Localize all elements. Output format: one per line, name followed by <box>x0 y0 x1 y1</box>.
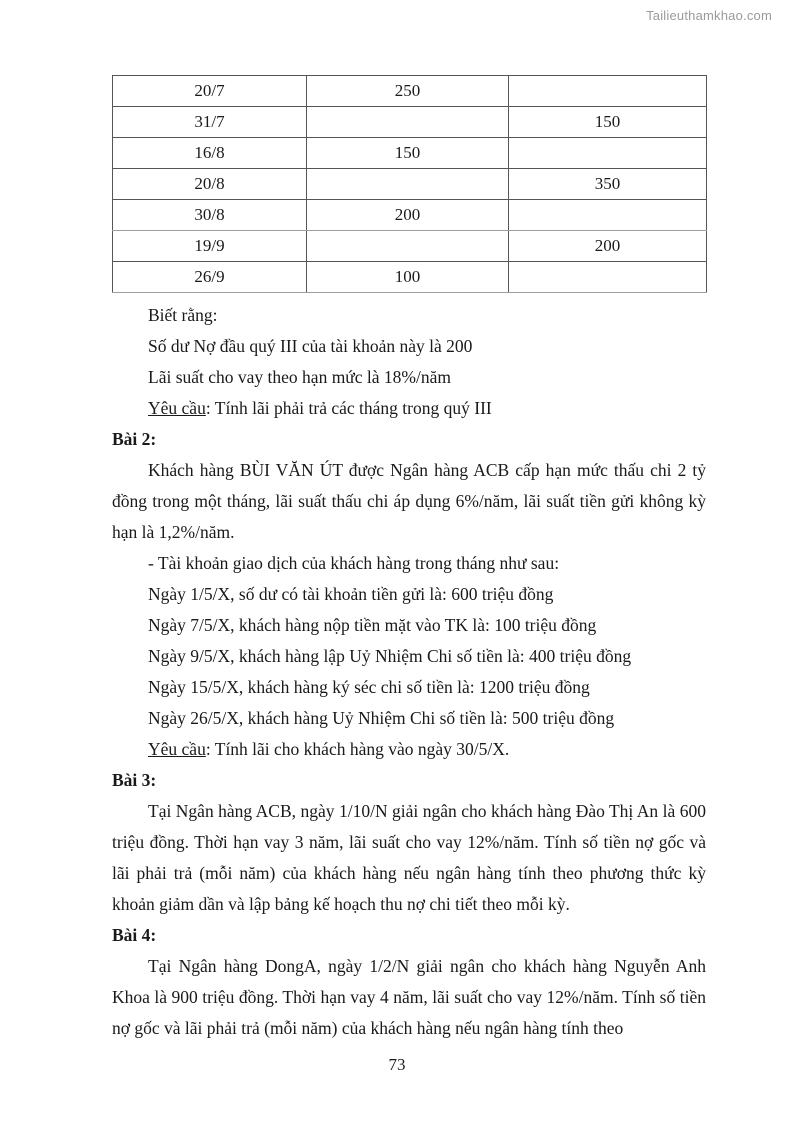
cell-credit: 150 <box>509 107 707 138</box>
cell-credit <box>509 76 707 107</box>
cell-debit: 200 <box>307 200 509 231</box>
table-row <box>113 262 707 293</box>
cell-debit: 100 <box>307 262 509 293</box>
table-row <box>113 200 707 231</box>
statement-interest-rate: Lãi suất cho vay theo hạn mức là 18%/năm <box>148 367 452 387</box>
cell-credit <box>509 200 707 231</box>
paragraph-bai-2: Khách hàng BÙI VĂN ÚT được Ngân hàng ACB cấp hạn mức thấu chi 2 tỷ đồng trong một tháng, lãi suất thấu chi áp dụng 6%/năm, lãi suất tiền gửi không kỳ hạn là 1,2%/năm. <box>112 460 706 542</box>
table-body <box>113 76 707 293</box>
text-body <box>112 300 706 1044</box>
table-row <box>113 231 707 262</box>
bai2-transaction-item: Ngày 9/5/X, khách hàng lập Uỷ Nhiệm Chi số tiền là: 400 triệu đồng <box>148 646 632 666</box>
cell-debit <box>307 107 509 138</box>
page-number: 73 <box>388 1055 406 1074</box>
table-row <box>113 169 707 200</box>
paragraph-bai-3: Tại Ngân hàng ACB, ngày 1/10/N giải ngân cho khách hàng Đào Thị An là 600 triệu đồng. Thời hạn vay 3 năm, lãi suất cho vay 12%/năm. Tính số tiền nợ gốc và lãi phải trả (mỗi năm) của khách hàng nếu ngân hàng tính theo phương thức kỳ khoản giảm dần và lập bảng kế hoạch thu nợ chi tiết theo mỗi kỳ. <box>112 801 706 914</box>
cell-debit <box>307 231 509 262</box>
cell-date: 20/8 <box>113 169 307 200</box>
table-row <box>113 107 707 138</box>
bai2-transaction-item: Ngày 7/5/X, khách hàng nộp tiền mặt vào TK là: 100 triệu đồng <box>148 615 597 635</box>
bai2-transaction-item: Ngày 26/5/X, khách hàng Uỷ Nhiệm Chi số tiền là: 500 triệu đồng <box>148 708 615 728</box>
heading-bai-4: Bài 4: <box>112 925 157 945</box>
requirement-2-label: Yêu cầu <box>148 739 206 759</box>
bai2-transactions-intro: - Tài khoản giao dịch của khách hàng trong tháng như sau: <box>148 553 560 573</box>
cell-debit <box>307 169 509 200</box>
table-row <box>113 76 707 107</box>
label-biet-rang: Biết rằng: <box>148 305 218 325</box>
cell-date: 19/9 <box>113 231 307 262</box>
cell-credit: 350 <box>509 169 707 200</box>
bai2-transaction-item: Ngày 15/5/X, khách hàng ký séc chi số tiền là: 1200 triệu đồng <box>148 677 590 697</box>
heading-bai-2: Bài 2: <box>112 429 157 449</box>
cell-date: 16/8 <box>113 138 307 169</box>
bai2-transaction-item: Ngày 1/5/X, số dư có tài khoản tiền gửi là: 600 triệu đồng <box>148 584 554 604</box>
requirement-2 <box>112 734 706 765</box>
requirement-1-label: Yêu cầu <box>148 398 206 418</box>
cell-credit: 200 <box>509 231 707 262</box>
cell-credit <box>509 262 707 293</box>
cell-debit: 250 <box>307 76 509 107</box>
heading-bai-3: Bài 3: <box>112 770 157 790</box>
cell-date: 26/9 <box>113 262 307 293</box>
table-row <box>113 138 707 169</box>
paragraph-bai-4: Tại Ngân hàng DongA, ngày 1/2/N giải ngân cho khách hàng Nguyễn Anh Khoa là 900 triệu đồng. Thời hạn vay 4 năm, lãi suất cho vay 12%/năm. Tính số tiền nợ gốc và lãi phải trả (mỗi năm) của khách hàng nếu ngân hàng tính theo <box>112 956 706 1038</box>
statement-opening-balance: Số dư Nợ đầu quý III của tài khoản này là 200 <box>148 336 473 356</box>
requirement-1 <box>112 393 706 424</box>
requirement-1-text: : Tính lãi phải trả các tháng trong quý III <box>205 398 492 418</box>
watermark-text: Tailieuthamkhao.com <box>646 8 772 23</box>
ledger-transactions-table <box>112 75 707 293</box>
cell-credit <box>509 138 707 169</box>
requirement-2-text: : Tính lãi cho khách hàng vào ngày 30/5/X. <box>205 739 510 759</box>
cell-date: 20/7 <box>113 76 307 107</box>
cell-date: 30/8 <box>113 200 307 231</box>
cell-date: 31/7 <box>113 107 307 138</box>
cell-debit: 150 <box>307 138 509 169</box>
